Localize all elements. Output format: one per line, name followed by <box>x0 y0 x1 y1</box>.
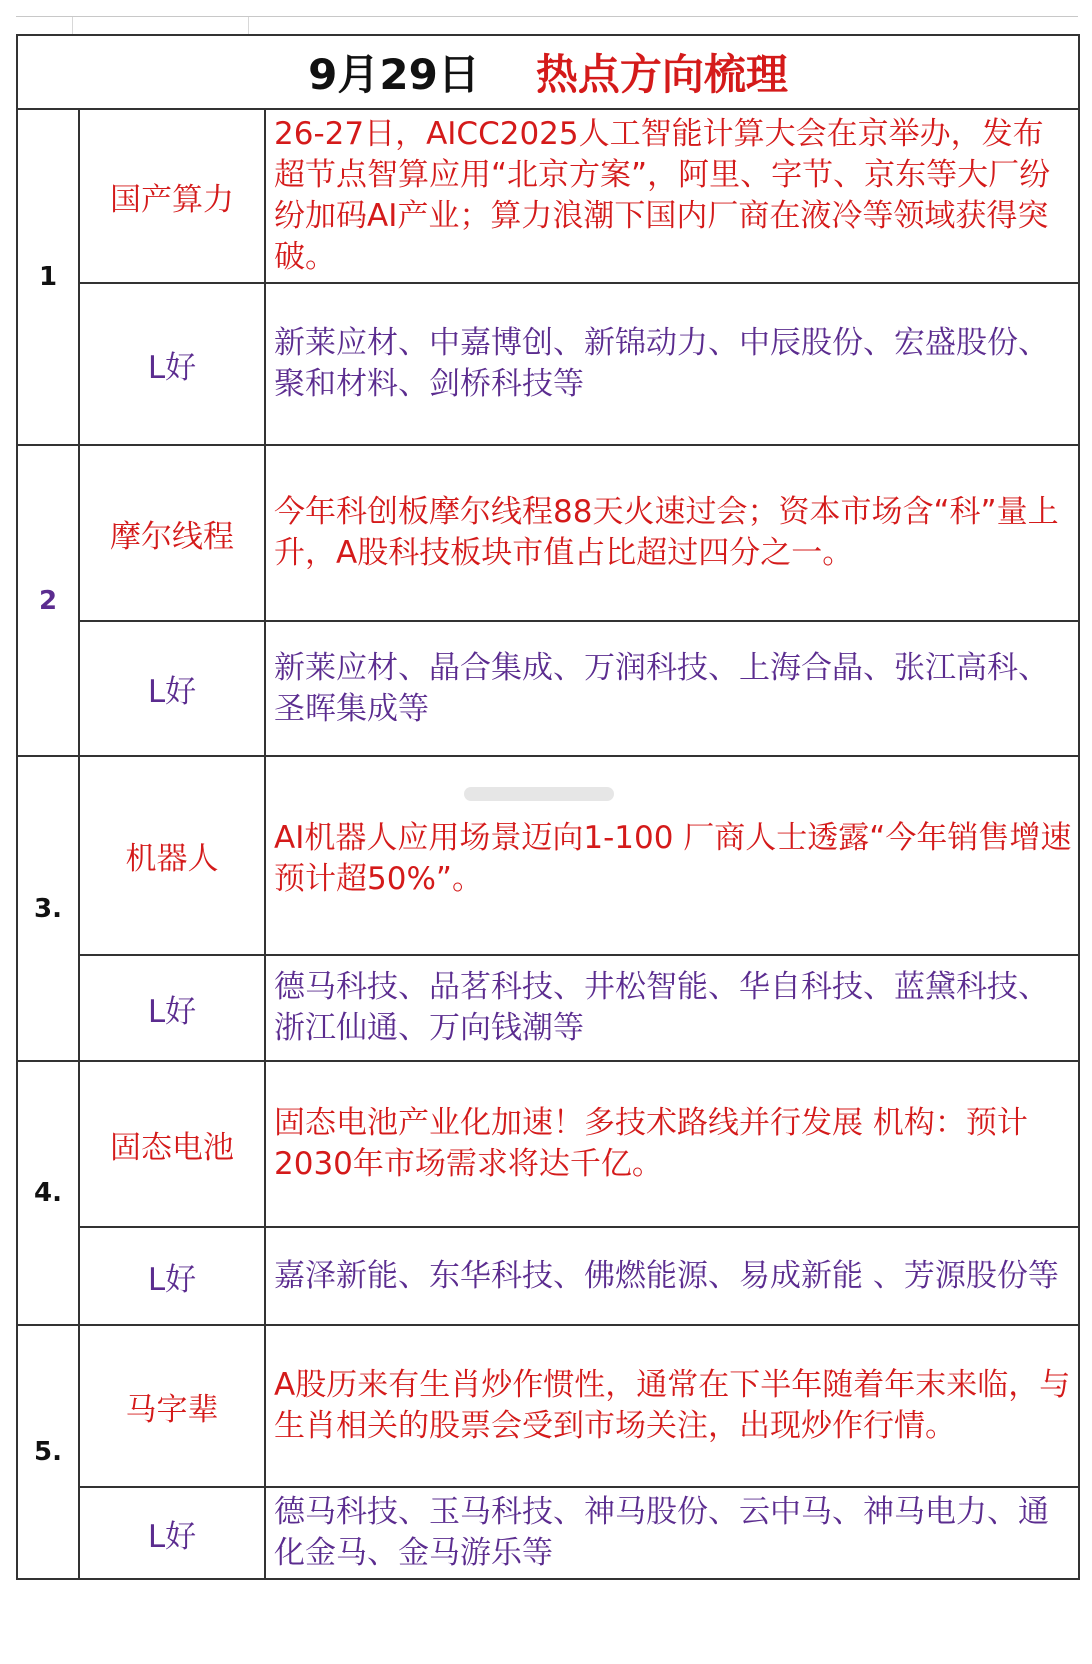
title-cell <box>17 35 1079 109</box>
benefit-stocks: 德马科技、品茗科技、井松智能、华自科技、蓝黛科技、浙江仙通、万向钱潮等 <box>265 955 1079 1061</box>
benefit-row <box>17 1227 1079 1325</box>
topic-name: 机器人 <box>79 756 265 955</box>
topic-row <box>17 1061 1079 1227</box>
benefit-row <box>17 621 1079 756</box>
topic-news: AI机器人应用场景迈向1-100 厂商人士透露“今年销售增速预计超50%”。 <box>274 820 1072 897</box>
row-index: 1 <box>17 109 79 445</box>
watermark-blur <box>464 787 614 801</box>
benefit-stocks: 新莱应材、晶合集成、万润科技、上海合晶、张江高科、圣晖集成等 <box>265 621 1079 756</box>
title-date: 9月29日 <box>308 50 480 99</box>
title-row <box>17 35 1079 109</box>
benefit-stocks: 德马科技、玉马科技、神马股份、云中马、神马电力、通化金马、金马游乐等 <box>265 1487 1079 1579</box>
topic-name: 国产算力 <box>79 109 265 283</box>
topic-row <box>17 109 1079 283</box>
benefit-stocks: 嘉泽新能、东华科技、佛燃能源、易成新能 、芳源股份等 <box>265 1227 1079 1325</box>
topic-news: 今年科创板摩尔线程88天火速过会；资本市场含“科”量上升，A股科技板块市值占比超过四分之一。 <box>265 445 1079 621</box>
benefit-stocks: 新莱应材、中嘉博创、新锦动力、中辰股份、宏盛股份、聚和材料、剑桥科技等 <box>265 283 1079 445</box>
topic-name: 摩尔线程 <box>79 445 265 621</box>
title-text: 热点方向梳理 <box>535 50 788 99</box>
topic-name: 固态电池 <box>79 1061 265 1227</box>
hotspot-table <box>16 34 1080 1580</box>
row-index: 2 <box>17 445 79 756</box>
benefit-label: L好 <box>79 283 265 445</box>
topic-row <box>17 1325 1079 1487</box>
top-strip-divider <box>248 17 249 35</box>
benefit-row <box>17 283 1079 445</box>
row-index: 3. <box>17 756 79 1061</box>
benefit-label: L好 <box>79 1227 265 1325</box>
hotspot-sheet <box>16 34 1078 1580</box>
watermark <box>274 771 1072 812</box>
benefit-label: L好 <box>79 955 265 1061</box>
topic-row <box>17 756 1079 955</box>
topic-news: 固态电池产业化加速！多技术路线并行发展 机构：预计2030年市场需求将达千亿。 <box>265 1061 1079 1227</box>
row-index: 4. <box>17 1061 79 1325</box>
topic-news: A股历来有生肖炒作惯性，通常在下半年随着年末来临，与生肖相关的股票会受到市场关注，出现炒作行情。 <box>265 1325 1079 1487</box>
topic-news-cell <box>265 756 1079 955</box>
topic-row <box>17 445 1079 621</box>
row-index: 5. <box>17 1325 79 1579</box>
benefit-label: L好 <box>79 1487 265 1579</box>
benefit-row <box>17 955 1079 1061</box>
top-strip-divider <box>72 17 73 35</box>
benefit-row <box>17 1487 1079 1579</box>
benefit-label: L好 <box>79 621 265 756</box>
top-strip <box>16 16 1078 35</box>
topic-news: 26-27日，AICC2025人工智能计算大会在京举办，发布超节点智算应用“北京方案”，阿里、字节、京东等大厂纷纷加码AI产业；算力浪潮下国内厂商在液冷等领域获得突破。 <box>265 109 1079 283</box>
topic-name: 马字辈 <box>79 1325 265 1487</box>
